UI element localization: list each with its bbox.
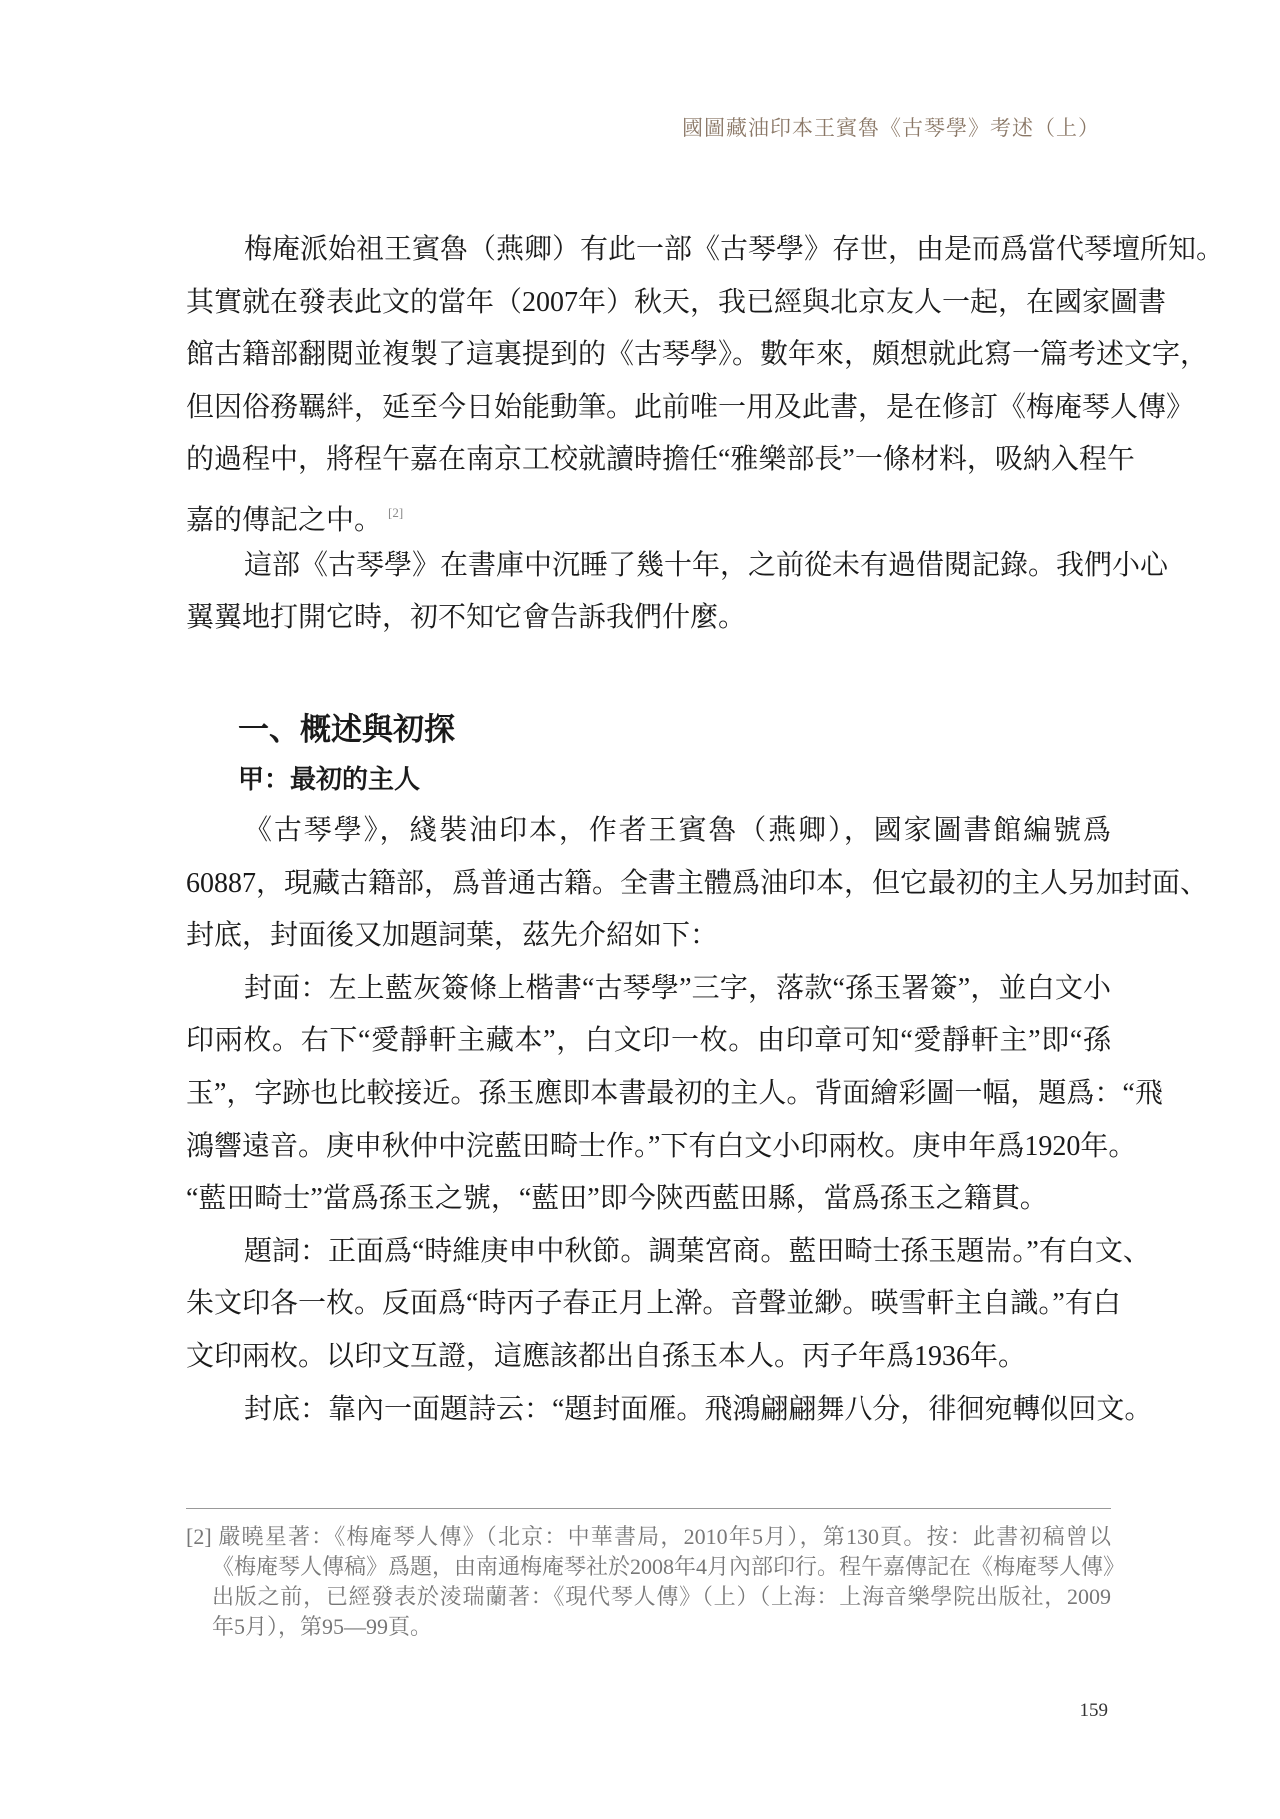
line-text: 封底：靠內一面題詩云：“題封面雁。飛鴻翩翩舞八分，徘徊宛轉似回文。 — [244, 1393, 1153, 1425]
line-text: 翼翼地打開它時，初不知它會告訴我們什麼。 — [186, 602, 747, 634]
line-text: 文印兩枚。以印文互證，這應該都出自孫玉本人。丙子年爲1936年。 — [186, 1340, 1027, 1372]
text-line — [186, 329, 1209, 382]
line-text: 玉”，字跡也比較接近。孫玉應即本書最初的主人。背面繪彩圖一幅，題爲：“飛 — [186, 1077, 1163, 1109]
line-text: 嘉的傳記之中。 — [186, 504, 383, 536]
footnote-reference[interactable]: [2] — [388, 504, 404, 520]
text-line — [186, 1068, 1163, 1121]
section-subheading: 甲：最初的主人 — [238, 765, 421, 794]
line-text: 印兩枚。右下“愛靜軒主藏本”，白文印一枚。由印章可知“愛靜軒主”即“孫 — [186, 1025, 1111, 1057]
text-line — [186, 1384, 1153, 1437]
line-text: 朱文印各一枚。反面爲“時丙子春正月上澣。音聲並緲。暎雪軒主自識。”有白 — [186, 1288, 1121, 1320]
text-line — [186, 1226, 1151, 1279]
section-1 — [186, 705, 1209, 1436]
text-line — [186, 1278, 1121, 1331]
text-line — [186, 1331, 1111, 1384]
text-line — [186, 382, 1195, 435]
text-line — [186, 910, 1111, 963]
text-line — [186, 805, 1111, 858]
line-text: “藍田畸士”當爲孫玉之號，“藍田”即今陝西藍田縣，當爲孫玉之籍貫。 — [186, 1183, 1048, 1215]
line-text: 梅庵派始祖王賓魯（燕卿）有此一部《古琴學》存世，由是而爲當代琴壇所知。 — [244, 234, 1225, 265]
line-text: 這部《古琴學》在書庫中沉睡了幾十年，之前從未有過借閱記錄。我們小心 — [244, 549, 1169, 581]
footnote-divider — [186, 1508, 1111, 1509]
intro-text — [186, 224, 1225, 645]
text-line — [186, 224, 1225, 277]
text-line — [186, 487, 1111, 540]
text-line — [186, 540, 1169, 593]
section-heading: 一、概述與初探 — [238, 712, 455, 747]
footnote-line: 出版之前，已經發表於淩瑞蘭著：《現代琴人傳》（上）（上海：上海音樂學院出版社，2009 — [212, 1584, 1111, 1609]
text-line — [186, 1015, 1111, 1068]
footnote-line: 《梅庵琴人傳稿》爲題，由南通梅庵琴社於2008年4月內部印行。程午嘉傳記在《梅庵琴人傳》 — [212, 1554, 1126, 1579]
line-text: 其實就在發表此文的當年（2007年）秋天，我已經與北京友人一起，在國家圖書 — [186, 286, 1167, 318]
line-text: 但因俗務羈絆，延至今日始能動筆。此前唯一用及此書，是在修訂《梅庵琴人傳》 — [186, 391, 1195, 423]
text-line — [186, 1173, 1111, 1226]
line-text: 《古琴學》，綫裝油印本，作者王賓魯（燕卿），國家圖書館編號爲 — [244, 815, 1111, 846]
running-head: 國圖藏油印本王賓魯《古琴學》考述（上） — [682, 116, 1100, 140]
line-text: 鴻響遠音。庚申秋仲中浣藍田畸士作。”下有白文小印兩枚。庚申年爲1920年。 — [186, 1130, 1137, 1162]
footnote-line: [2] 嚴曉星著：《梅庵琴人傳》（北京：中華書局，2010年5月），第130頁。按：此書初稿曾以 — [186, 1524, 1111, 1549]
footnotes — [186, 1522, 1126, 1642]
line-text: 封面：左上藍灰簽條上楷書“古琴學”三字，落款“孫玉署簽”，並白文小 — [244, 972, 1111, 1004]
footnote-line: 年5月），第95—99頁。 — [212, 1614, 433, 1639]
page-number: 159 — [1079, 1700, 1108, 1721]
section-body — [186, 805, 1209, 1436]
line-text: 封底，封面後又加題詞葉，茲先介紹如下： — [186, 920, 719, 952]
line-text: 館古籍部翻閱並複製了這裏提到的《古琴學》。數年來，頗想就此寫一篇考述文字， — [186, 339, 1209, 371]
text-line — [186, 1121, 1137, 1174]
line-text: 60887，現藏古籍部，爲普通古籍。全書主體爲油印本，但它最初的主人另加封面、 — [186, 867, 1209, 899]
text-line — [186, 277, 1167, 330]
text-line — [186, 592, 1111, 645]
text-line — [186, 434, 1135, 487]
line-text: 題詞：正面爲“時維庚申中秋節。調葉宮商。藍田畸士孫玉題耑。”有白文、 — [244, 1235, 1151, 1267]
text-line — [186, 858, 1209, 911]
text-line — [186, 963, 1111, 1016]
line-text: 的過程中，將程午嘉在南京工校就讀時擔任“雅樂部長”一條材料，吸納入程午 — [186, 444, 1135, 476]
